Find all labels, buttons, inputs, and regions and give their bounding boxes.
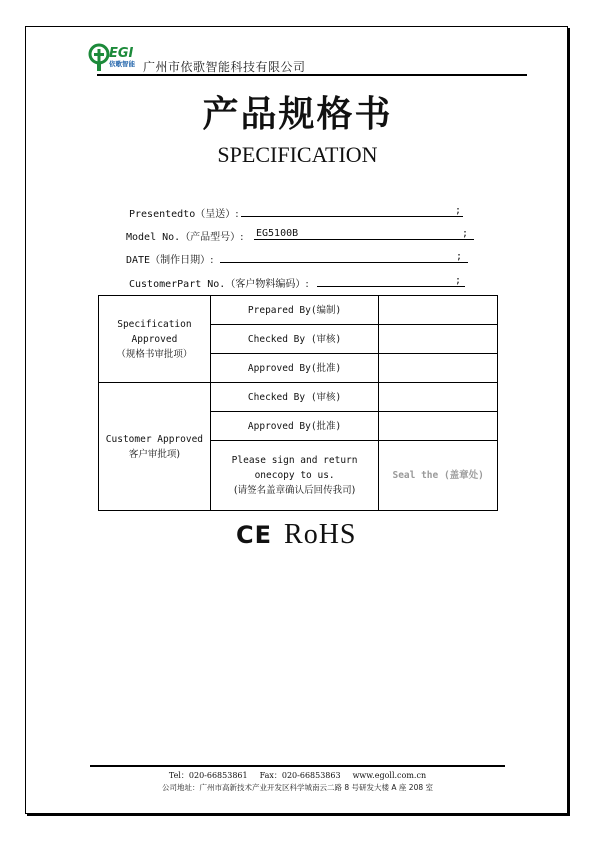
header-divider: [97, 74, 527, 76]
presented-semicolon: ;: [455, 205, 462, 216]
page-title-cn: 产品规格书: [202, 94, 393, 135]
date-label: DATE: [126, 255, 151, 266]
footer-web: www.egoll.com.cn: [352, 771, 427, 780]
prepared-by-signature[interactable]: [379, 296, 498, 325]
sign-instructions: Please sign and return onecopy to us. (请签名盖章确认后回传我司): [210, 441, 379, 511]
customer-checked-by-signature[interactable]: [379, 383, 498, 412]
model-input[interactable]: [254, 227, 474, 240]
customer-part-label: CustomerPart No.: [129, 279, 226, 290]
footer-address: 公司地址：广州市高新技术产业开发区科学城南云二路 8 号研发大楼 A 座 208 室: [161, 783, 434, 792]
model-value: EG5100B: [256, 228, 299, 239]
model-field: [126, 228, 469, 243]
checked-by-label: Checked By (审核): [210, 325, 379, 354]
customer-part-input[interactable]: [317, 274, 465, 287]
approval-table: [98, 295, 498, 511]
footer-fax: Fax：020-66853863: [259, 771, 341, 780]
presented-input[interactable]: [241, 204, 463, 217]
rohs-mark: RoHS: [284, 519, 357, 550]
customer-approved-group: Customer Approved 客户审批项): [99, 383, 211, 511]
date-input[interactable]: [220, 250, 468, 263]
approved-by-signature[interactable]: [379, 354, 498, 383]
customer-part-semicolon: ;: [455, 275, 462, 286]
model-label-cn: （产品型号）:: [180, 232, 244, 243]
presented-field: [129, 205, 462, 220]
company-name: 广州市依歌智能科技有限公司: [143, 60, 306, 74]
footer-contact: [0, 770, 595, 781]
date-semicolon: ;: [456, 251, 463, 262]
presented-label: Presentedto: [129, 209, 196, 220]
footer-tel: Tel：020-66853861: [168, 771, 248, 780]
model-semicolon: ;: [462, 228, 469, 239]
date-label-cn: （制作日期）:: [150, 255, 214, 266]
spec-approved-group: Specification Approved （规格书审批项）: [99, 296, 211, 383]
customer-part-field: [129, 275, 462, 290]
customer-approved-by-signature[interactable]: [379, 412, 498, 441]
company-logo: [88, 41, 144, 73]
model-label: Model No.: [126, 232, 181, 243]
checked-by-signature[interactable]: [379, 325, 498, 354]
ce-mark: CE: [236, 521, 273, 549]
certification-marks: [236, 519, 356, 551]
logo-text: EGI: [109, 46, 134, 61]
prepared-by-label: Prepared By(编制): [210, 296, 379, 325]
seal-area[interactable]: Seal the (盖章处): [379, 441, 498, 511]
presented-label-cn: （呈送）:: [195, 209, 239, 220]
approved-by-label: Approved By(批准): [210, 354, 379, 383]
customer-checked-by-label: Checked By (审核): [210, 383, 379, 412]
footer-divider: [90, 765, 505, 767]
page-title-en: SPECIFICATION: [217, 142, 378, 167]
customer-approved-by-label: Approved By(批准): [210, 412, 379, 441]
date-field: [126, 251, 463, 266]
customer-part-label-cn: （客户物料编码）:: [225, 279, 309, 290]
logo-subtext: 依歌智能: [109, 60, 135, 68]
